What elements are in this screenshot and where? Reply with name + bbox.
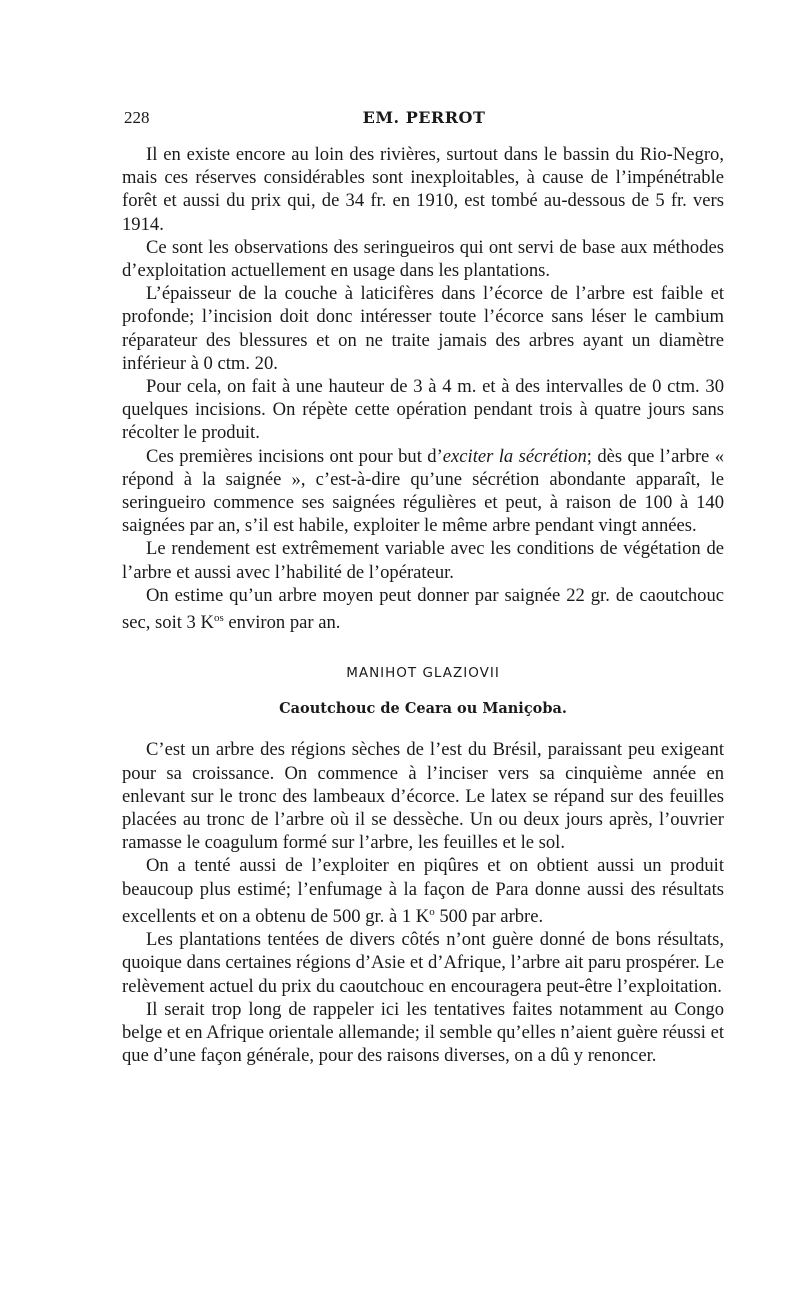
- paragraph: Il en existe encore au loin des rivières, surtout dans le bassin du Rio-Negro, mais ces réserves considérables sont inexploitables, à cause de l’impénétrable forêt et aussi du prix qui, de 34 fr. en 1910, est tombé au-dessous de 5 fr. vers 1914.: [122, 144, 724, 235]
- section-subheading: Caoutchouc de Ceara ou Maniçoba.: [279, 700, 567, 718]
- italic-phrase: exciter la sécrétion: [442, 445, 587, 467]
- body-text: [122, 143, 724, 1067]
- paragraph: C’est un arbre des régions sèches de l’est du Brésil, paraissant peu exigeant pour sa croissance. On commence à l’inciser vers sa cinquième année en enlevant sur le tronc des lambeaux d’écorce. Le latex se répand sur des feuilles placées au tronc de l’arbre où il se dessèche. Un ou deux jours après, l’ouvrier ramasse le coagulum formé sur l’arbre, les feuilles et le sol.: [122, 739, 724, 854]
- paragraph-enfumage: On a tenté aussi de l’exploiter en piqûres et on obtient aussi un produit beaucoup plus estimé; l’enfumage à la façon de Para donne aussi des résultats excellents et on a obtenu de 500 gr. à 1 $K^o$ 500 par arbre.: [122, 855, 724, 928]
- running-title: EM. PERROT: [362, 108, 486, 127]
- paragraph: L’épaisseur de la couche à laticifères dans l’écorce de l’arbre est faible et profonde; l’incision doit donc intéresser toute l’écorce sans léser le cambium réparateur des blessures et on ne traite jamais des arbres ayant un diamètre inférieur à 0 ctm. 20.: [122, 283, 724, 374]
- superscript: os: [213, 612, 224, 625]
- superscript: o: [429, 905, 435, 918]
- page-number: 228: [124, 108, 150, 127]
- paragraph-secretion: Ces premières incisions ont pour but d’exciter la sécrétion; dès que l’arbre « répond à la saignée », c’est-à-dire qu’une sécrétion abondante apparaît, le seringueiro commence ses saignées régulières et peut, à raison de 100 à 140 saignées par an, s’il est habile, exploiter le même arbre pendant vingt années.: [122, 445, 725, 537]
- paragraph: Les plantations tentées de divers côtés n’ont guère donné de bons résultats, quoique dans certaines régions d’Asie et d’Afrique, l’arbre ait paru prospérer. Le relèvement actuel du prix du caoutchouc en encouragera peut-être l’exploitation.: [122, 929, 724, 997]
- paragraph-estime: On estime qu’un arbre moyen peut donner par saignée 22 gr. de caoutchouc sec, soit 3 $K^{os}$ environ par an.: [122, 584, 724, 634]
- paragraph: Pour cela, on fait à une hauteur de 3 à 4 m. et à des intervalles de 0 ctm. 30 quelques incisions. On répète cette opération pendant trois à quatre jours sans récolter le produit.: [122, 376, 724, 444]
- paragraph: Ce sont les observations des seringueiros qui ont servi de base aux méthodes d’exploitation actuellement en usage dans les plantations.: [122, 236, 724, 282]
- section-heading: MANIHOT GLAZIOVII: [346, 665, 500, 682]
- paragraph: Le rendement est extrêmement variable avec les conditions de végétation de l’arbre et aussi avec l’habilité de l’opérateur.: [122, 538, 724, 583]
- paragraph: Il serait trop long de rappeler ici les tentatives faites notamment au Congo belge et en Afrique orientale allemande; il semble qu’elles n’aient guère réussi et que d’une façon générale, pour des raisons diverses, on a dû y renoncer.: [122, 998, 724, 1067]
- page-header: [124, 108, 724, 132]
